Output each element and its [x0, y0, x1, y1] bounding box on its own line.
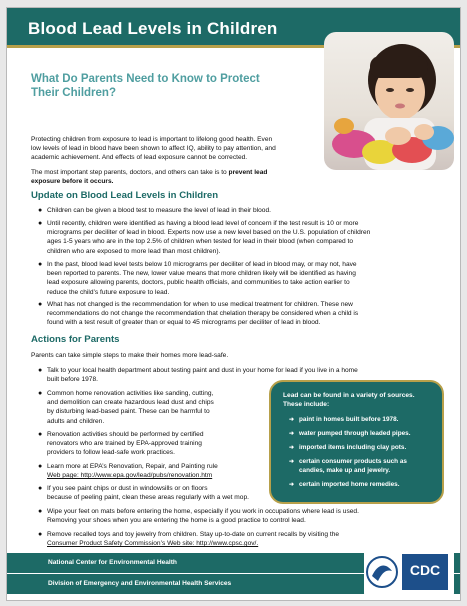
text-span: The most important step parents, doctors, and others can take is to: [31, 169, 229, 176]
list-item: [38, 300, 455, 328]
footer-center-name: National Center for Environmental Health: [48, 559, 177, 566]
text-line: Common home renovation activities like sanding, cutting,: [47, 390, 214, 397]
callout-item: [289, 458, 434, 475]
bullet-icon: ●: [38, 220, 43, 227]
heading-line: What Do Parents Need to Know to Protect: [31, 73, 260, 85]
emphasis-text: exposure before it occurs.: [31, 178, 114, 186]
text-line: paint in homes built before 1978.: [299, 416, 399, 423]
text-line: imported items including clay pots.: [299, 444, 407, 451]
list-item: [38, 206, 455, 215]
cdc-logo-text: CDC: [409, 562, 441, 578]
text-line: water pumped through leaded pipes.: [299, 430, 411, 437]
list-item: [38, 389, 265, 426]
child-photo: [324, 32, 454, 170]
text-line: micrograms per deciliter of lead in blood. Experts now use a new level based on the U.S. population of children: [47, 229, 371, 237]
list-item: [38, 507, 455, 525]
text-line: and demolition can create hazardous lead dust and chips: [47, 399, 214, 407]
text-line: Remove recalled toys and toy jewelry from children. Stay up-to-date on current recalls by visiting the: [47, 531, 340, 538]
callout-item: [289, 481, 434, 490]
text-line: Learn more at EPA’s Renovation, Repair, and Painting rule: [47, 463, 218, 470]
text-line: renovators who are trained by EPA-approved training: [47, 440, 202, 448]
intro-paragraph: [31, 135, 321, 163]
cpsc-link[interactable]: Consumer Product Safety Commission’s Web site: http://www.cpsc.gov/.: [47, 540, 259, 548]
bullet-icon: ●: [38, 485, 43, 492]
text-line: Children can be given a blood test to measure the level of lead in their blood.: [47, 207, 271, 214]
arrow-bullet-icon: ➜: [289, 417, 295, 423]
footer-division-name: Division of Emergency and Environmental Health Services: [48, 580, 232, 587]
bullet-icon: ●: [38, 431, 43, 438]
text-line: certain consumer products such as: [299, 458, 407, 465]
text-line: Lead can be found in a variety of sources.: [283, 392, 415, 399]
text-line: Protecting children from exposure to lead is important to lifelong good health. Even: [31, 136, 273, 143]
text-line: children who are exposed to more lead than most children).: [47, 247, 221, 255]
arrow-bullet-icon: ➜: [289, 445, 295, 451]
key-step-paragraph: [31, 168, 321, 186]
section-heading-protect: [31, 72, 316, 100]
text-line: been reported to parents. The new, lower value means that more children likely will be identified as having: [47, 270, 356, 278]
list-item: [38, 219, 455, 256]
text-line: [31, 177, 321, 186]
text-line: These include:: [283, 401, 330, 408]
text-line: certain imported home remedies.: [299, 481, 400, 488]
text-line: low levels of lead in blood have been shown to affect IQ, ability to pay attention, and: [31, 145, 276, 153]
child-photo-illustration: [324, 32, 454, 170]
callout-item: [289, 444, 434, 453]
text-line: found with a test result of greater than or equal to 45 micrograms per deciliter of lead in blood.: [47, 319, 321, 327]
section-heading-update: Update on Blood Lead Levels in Children: [31, 190, 219, 201]
bullet-icon: ●: [38, 207, 43, 214]
text-line: ages 1-5 years who are in the top 2.5% of children when tested for lead in their blood (when compared to: [47, 238, 354, 246]
bullet-icon: ●: [38, 508, 43, 515]
text-line: If you see paint chips or dust in windowsills or on floors: [47, 485, 208, 492]
text-line: built before 1978.: [47, 376, 98, 384]
page-title: Blood Lead Levels in Children: [28, 19, 278, 38]
text-line: because of peeling paint, clean these areas regularly with a wet mop.: [47, 494, 249, 502]
text-line: In the past, blood lead level tests below 10 micrograms per deciliter of lead in blood may, or may not, have: [47, 261, 357, 268]
bullet-icon: ●: [38, 301, 43, 308]
callout-item: [289, 416, 434, 425]
text-line: Removing your shoes when you are entering the home is a good practice to control lead.: [47, 517, 306, 525]
text-line: recommendations do not change the recommendation that chelation therapy be considered when a child is: [47, 310, 359, 318]
cdc-logo: [364, 545, 454, 599]
text-line: by disturbing lead-based paint. These can be harmful to: [47, 408, 210, 416]
text-line: Renovation activities should be performed by certified: [47, 431, 204, 438]
text-line: [31, 168, 321, 177]
text-line: Until recently, children were identified as having a blood lead level of concern if the test result is 10 or more: [47, 220, 359, 227]
text-line: Wipe your feet on mats before entering the home, especially if you work in occupations where lead is used.: [47, 508, 359, 515]
bullet-icon: ●: [38, 390, 43, 397]
text-line: academic achievement. And effects of lead exposure cannot be corrected.: [31, 154, 248, 162]
heading-line: Their Children?: [31, 87, 116, 99]
bullet-icon: ●: [38, 463, 43, 470]
text-line: reduce the child’s future exposure to lead.: [47, 288, 170, 296]
actions-intro: Parents can take simple steps to make their homes more lead-safe.: [31, 352, 229, 359]
bullet-icon: ●: [38, 531, 43, 538]
list-item: [38, 430, 265, 458]
list-item: [38, 462, 265, 480]
text-line: providers to follow lead-safe work practices.: [47, 449, 175, 457]
bullet-icon: ●: [38, 261, 43, 268]
list-item: [38, 260, 455, 297]
text-line: Talk to your local health department about testing paint and dust in your home for lead if you live in a home: [47, 367, 358, 374]
arrow-bullet-icon: ➜: [289, 431, 295, 437]
text-line: What has not changed is the recommendation for when to use medical treatment for children. These new: [47, 301, 353, 308]
text-line: adults and children.: [47, 417, 105, 425]
text-line: candies, make up and jewelry.: [299, 466, 391, 474]
bullet-icon: ●: [38, 367, 43, 374]
arrow-bullet-icon: ➜: [289, 482, 295, 488]
arrow-bullet-icon: ➜: [289, 459, 295, 465]
text-line: lead exposure allowing parents, doctors, public health officials, and communities to take action earlier to: [47, 279, 350, 287]
callout-item: [289, 430, 434, 439]
emphasis-text: prevent lead: [228, 169, 268, 176]
section-heading-actions: Actions for Parents: [31, 334, 120, 345]
epa-link[interactable]: Web page: http://www.epa.gov/lead/pubs/renovation.htm: [47, 472, 213, 480]
fact-sheet-page: [6, 7, 461, 601]
callout-lead: [283, 391, 438, 409]
lead-sources-callout: [269, 380, 444, 504]
